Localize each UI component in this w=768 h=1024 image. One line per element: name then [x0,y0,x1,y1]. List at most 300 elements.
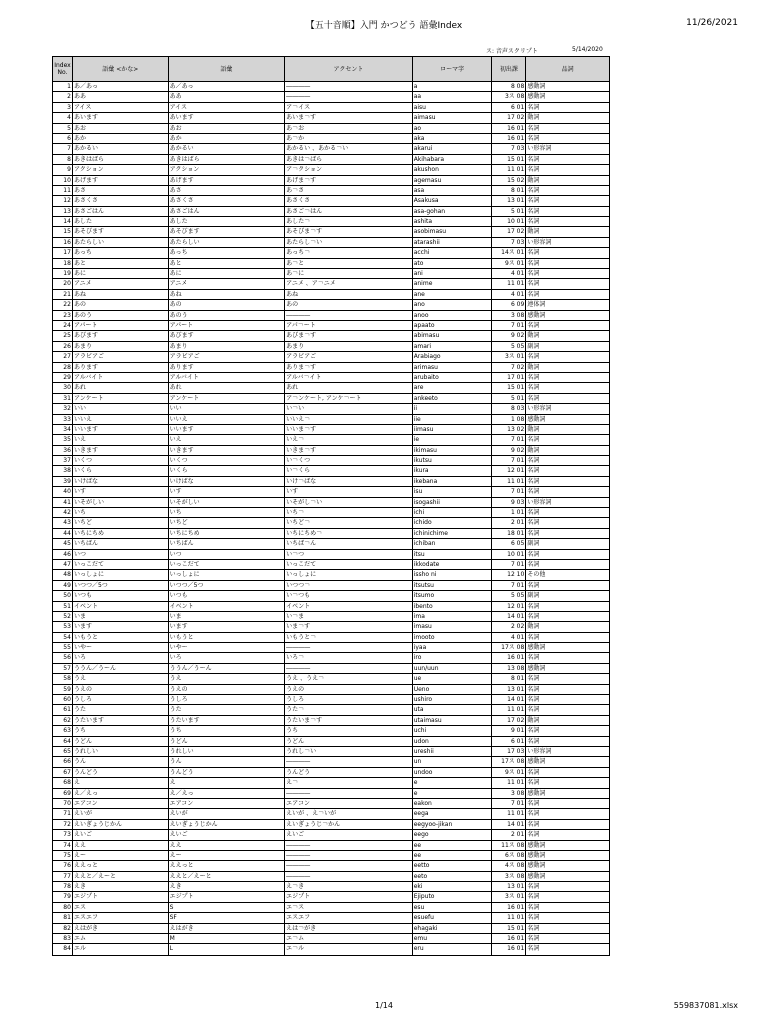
table-row [53,477,609,487]
cell-kana: うれしい [73,747,169,756]
cell-vocab: えー [169,851,286,860]
cell-kana: あかるい [73,144,169,153]
table-row [53,643,609,653]
cell-romaji: ee [413,841,493,850]
table-row [53,799,609,809]
table-row [53,903,609,913]
table-row [53,820,609,830]
cell-kana: ああ [73,92,169,101]
cell-kana: うたいます [73,716,169,725]
cell-romaji: are [413,383,493,392]
cell-accent: ―――― [285,851,413,860]
cell-romaji: isogashii [413,498,493,507]
cell-vocab: うんどう [169,768,286,777]
cell-kana: あります [73,363,169,372]
cell-romaji: ie [413,435,493,444]
cell-index: 47 [53,560,73,569]
table-row [53,300,609,310]
cell-index: 66 [53,757,73,766]
cell-first-lesson: 14 01 [492,695,526,704]
cell-part-of-speech: い形容詞 [527,238,552,246]
col-first-lesson: 初出課 [492,57,526,81]
cell-index: 71 [53,809,73,818]
cell-first-lesson: 4 01 [492,290,526,299]
table-row [53,882,609,892]
cell-index: 41 [53,498,73,507]
cell-first-lesson: 11 01 [492,279,526,288]
cell-accent: いちば￢ん [285,539,413,548]
cell-first-lesson: 9ス 01 [492,768,526,777]
cell-first-lesson: 9 02 [492,331,526,340]
cell-first-lesson: 17ス 08 [492,757,526,766]
cell-first-lesson: 17 02 [492,227,526,236]
cell-kana: いっこだて [73,560,169,569]
cell-part-of-speech: 動詞 [527,228,540,236]
table-row [53,944,609,954]
cell-first-lesson: 11 01 [492,778,526,787]
cell-index: 74 [53,841,73,850]
cell-part-of-speech: 副詞 [527,342,540,350]
cell-index: 73 [53,830,73,839]
cell-vocab: いっしょに [169,570,286,579]
cell-part-of-speech: 動詞 [527,425,540,433]
cell-vocab: ええっと [169,861,286,870]
cell-vocab: いちど [169,518,286,527]
cell-index: 34 [53,425,73,434]
cell-romaji: uta [413,705,493,714]
cell-part-of-speech: 動詞 [527,114,540,122]
cell-accent: うれし￢い [285,747,413,756]
cell-accent: いもうと￢ [285,633,413,642]
cell-first-lesson: 6 09 [492,300,526,309]
table-row [53,82,609,92]
cell-accent: ―――― [285,872,413,881]
cell-index: 15 [53,227,73,236]
cell-first-lesson: 4ス 08 [492,861,526,870]
cell-first-lesson: 7 01 [492,560,526,569]
cell-romaji: ibento [413,602,493,611]
cell-index: 8 [53,155,73,164]
table-row [53,716,609,726]
cell-accent: いつつ￢ [285,581,413,590]
cell-index: 65 [53,747,73,756]
cell-kana: あきはばら [73,155,169,164]
cell-vocab: いやー [169,643,286,652]
cell-index: 72 [53,820,73,829]
cell-romaji: e [413,778,493,787]
cell-part-of-speech: その他 [527,571,546,579]
cell-vocab: えいぎょうじかん [169,820,286,829]
table-row [53,726,609,736]
cell-accent: あきは￢ばら [285,155,413,164]
cell-romaji: eru [413,944,493,954]
cell-romaji: akarui [413,144,493,153]
cell-vocab: あげます [169,176,286,185]
cell-index: 26 [53,342,73,351]
cell-part-of-speech: 名詞 [527,353,540,361]
cell-romaji: uun/uun [413,664,493,673]
cell-accent: イベント [285,602,413,611]
cell-part-of-speech: 名詞 [527,706,540,714]
cell-part-of-speech: 名詞 [527,685,540,693]
cell-kana: えいご [73,830,169,839]
cell-romaji: eetto [413,861,493,870]
table-row [53,165,609,175]
cell-index: 18 [53,259,73,268]
cell-accent: アニメ 、ア￢ニメ [285,279,413,288]
cell-vocab: いっこだて [169,560,286,569]
cell-vocab: えいご [169,830,286,839]
revision-date: 5/14/2020 [572,46,603,53]
cell-first-lesson: 6 05 [492,539,526,548]
cell-vocab: あそびます [169,227,286,236]
cell-vocab: ああ [169,92,286,101]
cell-first-lesson: 7 01 [492,799,526,808]
cell-part-of-speech: 名詞 [527,457,540,465]
cell-vocab: あたらしい [169,238,286,247]
cell-index: 43 [53,518,73,527]
cell-accent: あいま￢す [285,113,413,122]
cell-romaji: udon [413,737,493,746]
cell-vocab: M [169,934,286,943]
cell-romaji: aka [413,134,493,143]
cell-romaji: ao [413,124,493,133]
cell-kana: いくつ [73,456,169,465]
cell-first-lesson: 11 01 [492,809,526,818]
table-row [53,778,609,788]
cell-accent: ―――― [285,789,413,798]
cell-romaji: ankeeto [413,394,493,403]
cell-accent: あ￢お [285,124,413,133]
cell-kana: うしろ [73,695,169,704]
cell-first-lesson: 15 02 [492,176,526,185]
cell-accent: いろ￢ [285,653,413,662]
cell-index: 67 [53,768,73,777]
cell-first-lesson: 13 01 [492,882,526,891]
cell-accent: あ￢さ [285,186,413,195]
legend-note: ス: 音声スクリプト [486,48,538,55]
cell-index: 25 [53,331,73,340]
cell-part-of-speech: 名詞 [527,550,540,558]
cell-first-lesson: 11ス 08 [492,841,526,850]
cell-first-lesson: 15 01 [492,155,526,164]
cell-first-lesson: 2 02 [492,622,526,631]
cell-first-lesson: 7 02 [492,363,526,372]
cell-accent: うえの [285,685,413,694]
cell-part-of-speech: 名詞 [527,914,540,922]
cell-romaji: arimasu [413,363,493,372]
cell-kana: あさごはん [73,207,169,216]
cell-index: 36 [53,446,73,455]
cell-first-lesson: 16 01 [492,653,526,662]
cell-vocab: いい [169,404,286,413]
cell-first-lesson: 10 01 [492,550,526,559]
cell-first-lesson: 7 01 [492,321,526,330]
cell-accent: いっしょに [285,570,413,579]
cell-accent: あさくさ [285,196,413,205]
cell-part-of-speech: 名詞 [527,488,540,496]
cell-index: 35 [53,435,73,444]
cell-part-of-speech: 名詞 [527,799,540,807]
cell-romaji: ima [413,612,493,621]
cell-part-of-speech: 名詞 [527,831,540,839]
cell-index: 10 [53,176,73,185]
table-row [53,498,609,508]
cell-first-lesson: 8 01 [492,186,526,195]
cell-vocab: うん [169,757,286,766]
cell-romaji: asa [413,186,493,195]
table-row [53,186,609,196]
document-title: 【五十音順】入門 かつどう 語彙Index [305,21,463,31]
cell-accent: うたいま￢す [285,716,413,725]
cell-part-of-speech: 名詞 [527,602,540,610]
cell-romaji: aa [413,92,493,101]
cell-part-of-speech: 名詞 [527,207,540,215]
cell-vocab: うしろ [169,695,286,704]
cell-part-of-speech: 名詞 [527,321,540,329]
cell-accent: アルバ￢イト [285,373,413,382]
table-row [53,373,609,383]
table-row [53,633,609,643]
table-row [53,861,609,871]
cell-part-of-speech: 名詞 [527,737,540,745]
cell-romaji: ikimasu [413,446,493,455]
table-row [53,466,609,476]
cell-accent: あかるい 、あかる￢い [285,144,413,153]
cell-index: 22 [53,300,73,309]
cell-index: 56 [53,653,73,662]
cell-index: 11 [53,186,73,195]
cell-index: 51 [53,602,73,611]
cell-index: 45 [53,539,73,548]
cell-kana: いつ [73,550,169,559]
cell-first-lesson: 5 05 [492,342,526,351]
col-accent: アクセント [285,57,413,81]
cell-accent: いけ￢ばな [285,477,413,486]
cell-part-of-speech: 感動詞 [527,789,546,797]
cell-first-lesson: 8 08 [492,82,526,91]
cell-first-lesson: 9 02 [492,446,526,455]
table-row [53,809,609,819]
cell-vocab: あの [169,300,286,309]
cell-kana: アルバイト [73,373,169,382]
cell-vocab: アルバイト [169,373,286,382]
cell-romaji: iie [413,415,493,424]
cell-part-of-speech: い形容詞 [527,145,552,153]
cell-vocab: SF [169,913,286,922]
cell-kana: いす [73,487,169,496]
cell-romaji: Akihabara [413,155,493,164]
cell-accent: えいぎょうじ￢かん [285,820,413,829]
cell-part-of-speech: 名詞 [527,259,540,267]
cell-part-of-speech: 動詞 [527,716,540,724]
cell-first-lesson: 9 01 [492,726,526,735]
cell-first-lesson: 16 01 [492,903,526,912]
cell-kana: いちにちめ [73,529,169,538]
cell-part-of-speech: 名詞 [527,186,540,194]
cell-accent: いちど￢ [285,518,413,527]
cell-accent: あまり [285,342,413,351]
cell-vocab: うち [169,726,286,735]
cell-accent: いちにちめ￢ [285,529,413,538]
table-row [53,830,609,840]
cell-first-lesson: 10 01 [492,217,526,226]
cell-index: 63 [53,726,73,735]
cell-kana: アクション [73,165,169,174]
table-row [53,269,609,279]
cell-part-of-speech: い形容詞 [527,748,552,755]
cell-kana: アニメ [73,279,169,288]
cell-index: 42 [53,508,73,517]
cell-part-of-speech: 名詞 [527,633,540,641]
cell-accent: あたらし￢い [285,238,413,247]
table-row [53,415,609,425]
table-row [53,311,609,321]
cell-vocab: います [169,622,286,631]
cell-index: 62 [53,716,73,725]
cell-index: 16 [53,238,73,247]
table-row [53,404,609,414]
cell-first-lesson: 17 01 [492,373,526,382]
cell-accent: あびま￢す [285,331,413,340]
cell-accent: エ￢ム [285,934,413,943]
cell-kana: いくら [73,466,169,475]
table-row [53,539,609,549]
table-row [53,872,609,882]
cell-vocab: えいが [169,809,286,818]
cell-vocab: あまり [169,342,286,351]
cell-kana: アイス [73,103,169,112]
table-row [53,394,609,404]
cell-part-of-speech: 名詞 [527,155,540,163]
cell-first-lesson: 17 03 [492,747,526,756]
cell-vocab: イベント [169,602,286,611]
cell-accent: アパ￢ート [285,321,413,330]
cell-vocab: えき [169,882,286,891]
cell-index: 37 [53,456,73,465]
cell-kana: あさ [73,186,169,195]
cell-index: 30 [53,383,73,392]
cell-part-of-speech: 動詞 [527,176,540,184]
cell-romaji: ane [413,290,493,299]
cell-romaji: a [413,82,493,91]
col-romaji: ローマ字 [413,57,493,81]
cell-vocab: うたいます [169,716,286,725]
cell-first-lesson: 17 02 [492,113,526,122]
cell-romaji: eegyoo-jikan [413,820,493,829]
table-row [53,508,609,518]
cell-romaji: atarashii [413,238,493,247]
cell-part-of-speech: 名詞 [527,290,540,298]
cell-accent: いいま￢す [285,425,413,434]
cell-vocab: アラビアご [169,352,286,361]
cell-kana: いつも [73,591,169,600]
cell-index: 83 [53,934,73,943]
cell-part-of-speech: 感動詞 [527,872,546,880]
cell-kana: いま [73,612,169,621]
cell-romaji: un [413,757,493,766]
cell-kana: いいます [73,425,169,434]
cell-kana: エム [73,934,169,943]
page-number: 1/14 [375,1001,393,1010]
cell-index: 5 [53,124,73,133]
table-row [53,321,609,331]
cell-vocab: あお [169,124,286,133]
cell-first-lesson: 1 08 [492,415,526,424]
cell-accent: えいが 、え￢いが [285,809,413,818]
cell-vocab: いろ [169,653,286,662]
cell-accent: あそびま￢す [285,227,413,236]
cell-accent: い￢つ [285,550,413,559]
cell-first-lesson: 9 03 [492,498,526,507]
cell-vocab: エアコン [169,799,286,808]
cell-romaji: imooto [413,633,493,642]
cell-part-of-speech: 名詞 [527,560,540,568]
table-header [53,57,609,82]
cell-kana: あのう [73,311,169,320]
cell-kana: いいえ [73,415,169,424]
cell-index: 52 [53,612,73,621]
cell-vocab: いいます [169,425,286,434]
cell-part-of-speech: 名詞 [527,696,540,704]
cell-first-lesson: 16 01 [492,944,526,954]
col-part-of-speech: 品詞 [561,65,574,73]
cell-vocab: いもうと [169,633,286,642]
table-row [53,144,609,154]
cell-romaji: akushon [413,165,493,174]
cell-kana: いい [73,404,169,413]
cell-vocab: いきます [169,446,286,455]
cell-kana: エジプト [73,892,169,901]
cell-kana: アンケート [73,394,169,403]
cell-part-of-speech: 名詞 [527,394,540,402]
cell-first-lesson: 14 01 [492,612,526,621]
cell-part-of-speech: 名詞 [527,519,540,527]
col-kana: 語彙 <かな> [73,57,169,81]
cell-index: 77 [53,872,73,881]
table-row [53,789,609,799]
cell-romaji: ii [413,404,493,413]
cell-kana: あか [73,134,169,143]
cell-accent: エ￢ル [285,944,413,954]
cell-accent: うち [285,726,413,735]
cell-accent: ―――― [285,757,413,766]
table-row [53,841,609,851]
cell-accent: えは￢がき [285,924,413,933]
cell-kana: あ／あっ [73,82,169,91]
cell-first-lesson: 7 01 [492,581,526,590]
cell-romaji: uchi [413,726,493,735]
cell-kana: あと [73,259,169,268]
cell-vocab: S [169,903,286,912]
cell-index: 64 [53,737,73,746]
cell-accent: ―――― [285,92,413,101]
cell-accent: ア￢イス [285,103,413,112]
cell-accent: あ￢に [285,269,413,278]
cell-kana: あした [73,217,169,226]
cell-accent: あした￢ [285,217,413,226]
cell-first-lesson: 13 01 [492,685,526,694]
cell-accent: いそがし￢い [285,498,413,507]
cell-first-lesson: 8 01 [492,674,526,683]
cell-index: 84 [53,944,73,954]
cell-vocab: アニメ [169,279,286,288]
cell-kana: うえの [73,685,169,694]
cell-part-of-speech: 名詞 [527,384,540,392]
table-row [53,664,609,674]
cell-vocab: うえの [169,685,286,694]
table-body [53,82,609,955]
